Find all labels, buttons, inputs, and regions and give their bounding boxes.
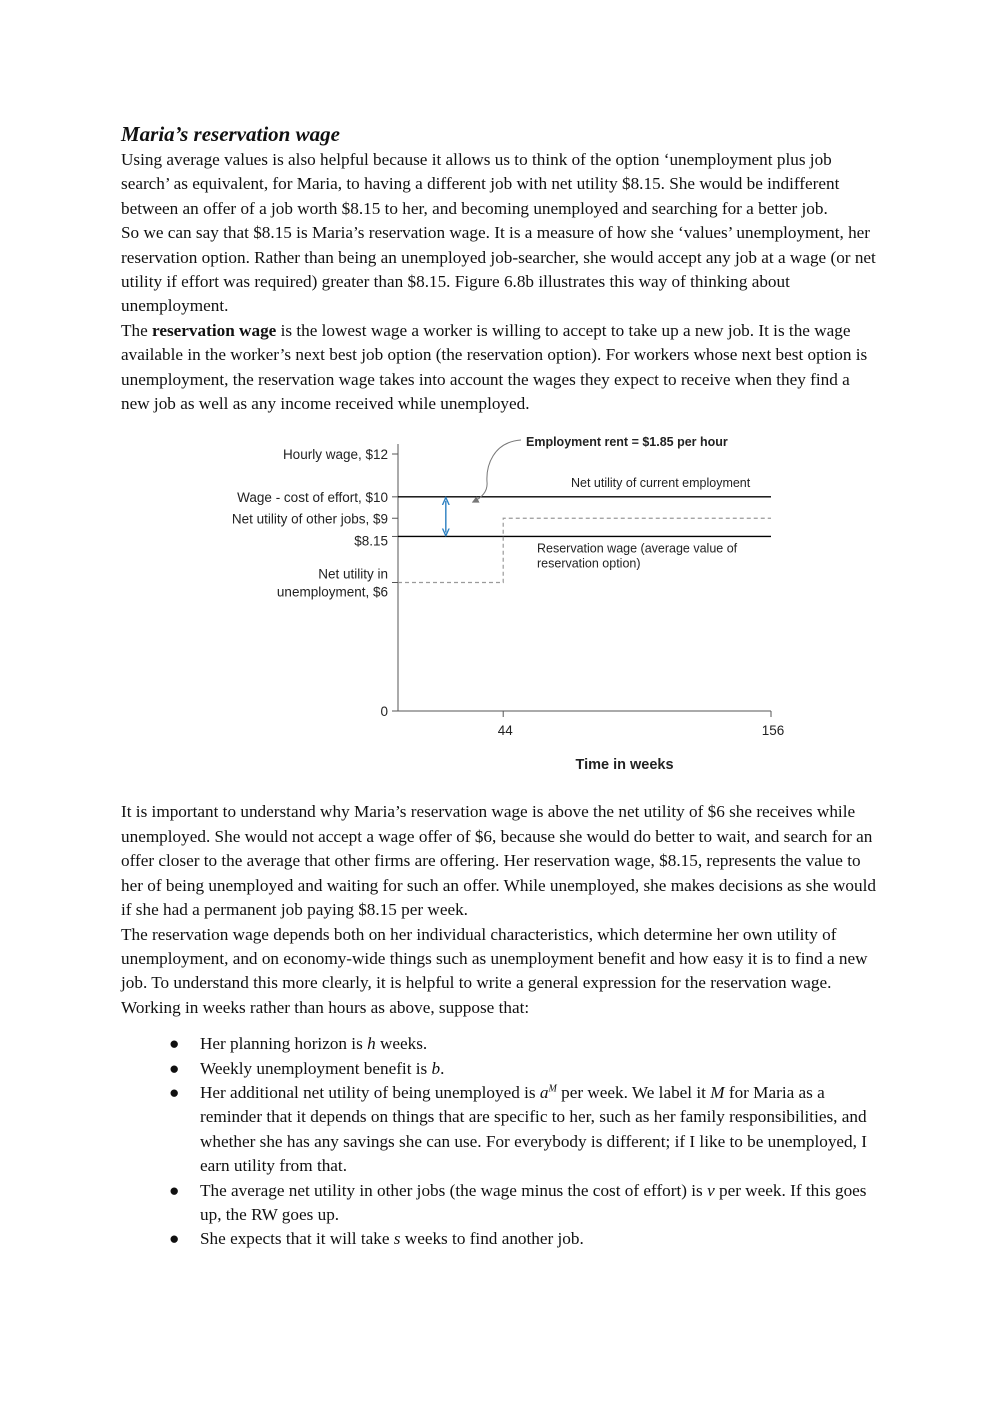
annotation-pointer-arrow — [473, 440, 521, 502]
paragraph-3-rest: is the lowest wage a worker is willing to accept to take up a new job. It is the wage available in the worker’s next best job option (the reservation option). For workers whose next best option is unemployment, the reservation wage takes into account the wages they expect to receive when they find a new job as well as any income received while unemployed. — [121, 320, 868, 414]
list-item: ● The average net utility in other jobs (the wage minus the cost of effort) is v per week. If this goes up, the RW goes up. — [169, 1180, 867, 1224]
bullet-icon: ● — [169, 1058, 180, 1078]
x-tick-label: 44 — [497, 723, 513, 739]
x-axis-label: Time in weeks — [575, 757, 674, 774]
series-label-reservation-wage: Reservation wage (average value of reservation option) — [537, 541, 738, 571]
chart-svg — [121, 426, 881, 788]
y-tick-label: Net utility in unemployment, $6 — [276, 566, 388, 600]
bullet-icon: ● — [169, 1180, 180, 1200]
assumption-list — [121, 1032, 881, 1252]
list-item: ● She expects that it will take s weeks to find another job. — [169, 1227, 881, 1251]
bullet-icon: ● — [169, 1034, 180, 1054]
figure-reservation-wage-chart — [121, 426, 881, 788]
paragraph-4: It is important to understand why Maria’s reservation wage is above the net utility of $6 she receives while unemployed. She would not accept a wage offer of $6, because she would do better to wait, and search for an offer closer to the average that other firms are offering. Her reservation wage, $8.15, represents the value to her of being unemployed and waiting for such an offer. While unemployed, she makes decisions as she would if she had a permanent job paying $8.15 per week. — [121, 802, 876, 920]
y-tick-label: Wage - cost of effort, $10 — [237, 490, 388, 506]
bullet-icon: ● — [169, 1082, 180, 1102]
paragraph-3-intro: The — [121, 320, 153, 340]
paragraph-3 — [121, 319, 881, 417]
list-item: ● Her additional net utility of being unemployed is $a^M$ per week. We label it M for Maria as a reminder that it depends on things that are specific to her, such as her family responsibilities, and whether she has any savings she can use. For everybody is different; if I like to be unemployed, I earn utility from that. — [169, 1082, 867, 1176]
paragraph-5: The reservation wage depends both on her individual characteristics, which determine her own utility of unemployment, and on economy-wide things such as unemployment benefit and how easy it is to find a new job. To understand this more clearly, it is helpful to write a general expression for the reservation wage. Working in weeks rather than hours as above, suppose that: — [121, 924, 868, 1017]
document-page — [121, 120, 881, 1252]
y-tick-label: Net utility of other jobs, $9 — [231, 511, 388, 527]
term-reservation-wage: reservation wage — [152, 320, 277, 340]
list-item: ● Her planning horizon is h weeks. — [169, 1032, 881, 1056]
y-tick-label: Hourly wage, $12 — [282, 447, 388, 463]
section-title: Maria’s reservation wage — [121, 122, 340, 146]
paragraph-2: So we can say that $8.15 is Maria’s reservation wage. It is a measure of how she ‘values’ unemployment, her reservation option. Rather than being an unemployed job-searcher, she would accept any job at a wage (or net utility if effort was required) greater than $8.15. Figure 6.8b illustrates this way of thinking about unemployment. — [121, 223, 876, 316]
employment-rent-label: Employment rent = $1.85 per hour — [526, 435, 728, 450]
bullet-icon: ● — [169, 1229, 180, 1249]
list-item: ● Weekly unemployment benefit is b. — [169, 1057, 881, 1081]
y-tick-label: $8.15 — [354, 533, 388, 549]
series-label-current-employment: Net utility of current employment — [571, 476, 751, 491]
paragraph-1: Using average values is also helpful because it allows us to think of the option ‘unemployment plus job search’ as equivalent, for Maria, to having a different job with net utility $8.15. She would be indifferent between an offer of a job worth $8.15 to her, and becoming unemployed and searching for a better job. — [121, 150, 840, 218]
y-tick-label: 0 — [380, 704, 388, 720]
x-tick-label: 156 — [761, 723, 785, 739]
